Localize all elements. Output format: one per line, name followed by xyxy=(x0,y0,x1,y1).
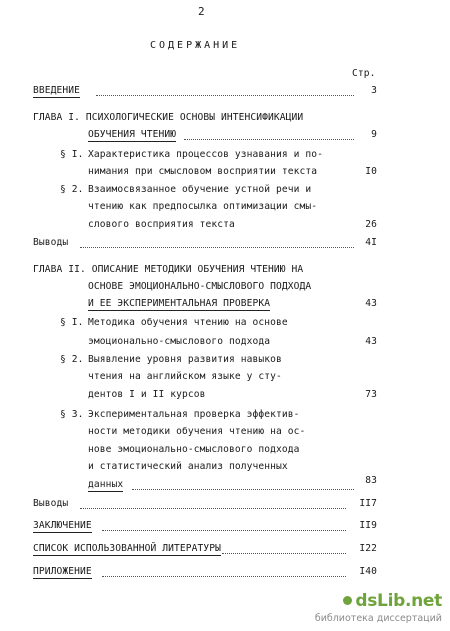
toc-entry-section-2-3-cont: данных xyxy=(88,479,124,490)
toc-leader xyxy=(80,247,354,248)
toc-page: II9 xyxy=(359,520,377,531)
toc-page: I0 xyxy=(365,166,377,177)
toc-section-marker: § I. xyxy=(60,149,84,160)
toc-entry-section-2-2-cont: чтения на английском языке у сту- xyxy=(88,371,282,382)
watermark xyxy=(300,589,450,631)
toc-entry-introduction[interactable]: ВВЕДЕНИЕ xyxy=(33,85,81,96)
toc-entry-conclusions-2[interactable]: Выводы xyxy=(33,498,69,509)
toc-leader xyxy=(184,139,354,140)
toc-section-marker: § 2. xyxy=(60,184,84,195)
toc-entry-chapter-2[interactable]: ГЛАВА II. ОПИСАНИЕ МЕТОДИКИ ОБУЧЕНИЯ ЧТЕНИЮ НА xyxy=(33,264,304,275)
toc-section-marker: § I. xyxy=(60,317,84,328)
toc-entry-section-2-3-cont: ности методики обучения чтению на ос- xyxy=(88,426,306,437)
toc-leader xyxy=(222,553,346,554)
toc-leader xyxy=(80,508,346,509)
toc-page: 3 xyxy=(371,85,377,96)
toc-entry-section-2-1-cont: эмоционально-смыслового подхода xyxy=(88,336,271,347)
toc-entry-chapter-1[interactable]: ГЛАВА I. ПСИХОЛОГИЧЕСКИЕ ОСНОВЫ ИНТЕНСИФИКАЦИИ xyxy=(33,112,304,123)
toc-entry-conclusions-1[interactable]: Выводы xyxy=(33,237,69,248)
toc-entry-chapter-2-cont: ОСНОВЕ ЭМОЦИОНАЛЬНО-СМЫСЛОВОГО ПОДХОДА xyxy=(88,281,312,292)
toc-page: 26 xyxy=(365,219,377,230)
toc-entry-section-1-1-cont: нимания при смысловом восприятии текста xyxy=(88,166,318,177)
toc-entry-section-2-3[interactable]: Экспериментальная проверка эффектив- xyxy=(88,409,300,420)
watermark-tagline: библиотека диссертаций xyxy=(314,613,442,624)
toc-page: II7 xyxy=(359,498,377,509)
toc-page: 43 xyxy=(365,336,377,347)
toc-entry-chapter-1-cont: ОБУЧЕНИЯ ЧТЕНИЮ xyxy=(88,129,177,140)
toc-page: 9 xyxy=(371,129,377,140)
toc-section-marker: § 2. xyxy=(60,354,84,365)
toc-entry-conclusion[interactable]: ЗАКЛЮЧЕНИЕ xyxy=(33,520,92,531)
toc-entry-section-2-3-cont: и статистический анализ полученных xyxy=(88,461,288,472)
toc-leader xyxy=(102,576,346,577)
toc-entry-appendix[interactable]: ПРИЛОЖЕНИЕ xyxy=(33,566,92,577)
toc-entry-section-2-2-cont: дентов I и II курсов xyxy=(88,389,206,400)
watermark-dot-icon xyxy=(343,596,352,605)
toc-leader xyxy=(102,530,346,531)
page-column-header: Стр. xyxy=(352,68,376,79)
toc-section-marker: § 3. xyxy=(60,409,84,420)
toc-page: 4I xyxy=(365,237,377,248)
page-title: СОДЕРЖАНИЕ xyxy=(150,40,241,51)
watermark-logo-text: dsLib.net xyxy=(355,591,442,611)
toc-page: 73 xyxy=(365,389,377,400)
toc-entry-section-1-1[interactable]: Характеристика процессов узнавания и по- xyxy=(88,149,324,160)
page-number: 2 xyxy=(198,5,205,18)
toc-entry-section-2-2[interactable]: Выявление уровня развития навыков xyxy=(88,354,282,365)
toc-page: I40 xyxy=(359,566,377,577)
toc-leader xyxy=(96,95,354,96)
toc-entry-chapter-2-cont: И ЕЕ ЭКСПЕРИМЕНТАЛЬНАЯ ПРОВЕРКА xyxy=(88,298,271,309)
toc-page: 43 xyxy=(365,298,377,309)
toc-page: 83 xyxy=(365,475,377,486)
toc-leader xyxy=(132,489,354,490)
toc-entry-section-1-2-cont: слового восприятия текста xyxy=(88,219,235,230)
toc-entry-section-2-3-cont: нове эмоционально-смыслового подхода xyxy=(88,444,300,455)
toc-entry-bibliography[interactable]: СПИСОК ИСПОЛЬЗОВАННОЙ ЛИТЕРАТУРЫ xyxy=(33,543,222,554)
toc-page: I22 xyxy=(359,543,377,554)
toc-entry-section-1-2-cont: чтению как предпосылка оптимизации смы- xyxy=(88,201,318,212)
watermark-logo xyxy=(343,591,442,611)
toc-entry-section-1-2[interactable]: Взаимосвязанное обучение устной речи и xyxy=(88,184,312,195)
toc-entry-section-2-1[interactable]: Методика обучения чтению на основе xyxy=(88,317,288,328)
